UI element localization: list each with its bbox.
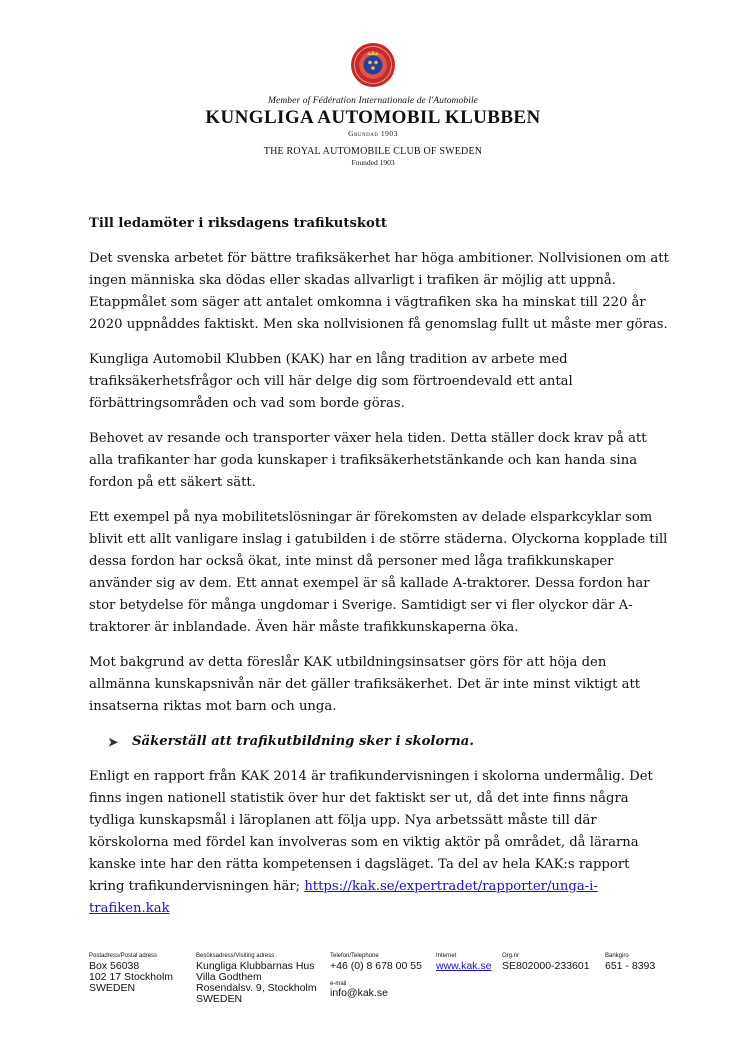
email-value: info@kak.se xyxy=(330,987,388,999)
letter-body xyxy=(89,213,669,933)
footer-org xyxy=(502,952,590,972)
internet-label: Internet xyxy=(436,953,457,959)
bullet-text: Säkerställ att trafikutbildning sker i skolorna. xyxy=(132,734,474,749)
email-label: e-mail xyxy=(330,981,347,987)
postal-line-3: SWEDEN xyxy=(89,982,136,994)
founded-line: Founded 1903 xyxy=(351,158,395,167)
grundad-line: Grundad 1903 xyxy=(348,129,398,138)
visiting-line-1: Kungliga Klubbarnas Hus xyxy=(196,960,315,972)
club-name: KUNGLIGA AUTOMOBIL KLUBBEN xyxy=(205,107,541,128)
phone-label: Telefon/Telephone xyxy=(330,953,379,959)
paragraph-2: Kungliga Automobil Klubben (KAK) har en lång tradition av arbete med trafiksäkerhetsfrågor och vill här delge dig som förtroendevald ett antal förbättringsområden och vad som borde göras. xyxy=(89,352,573,411)
paragraph-1: Det svenska arbetet för bättre trafiksäkerhet har höga ambitioner. Nollvisionen om att ingen människa ska dödas eller skadas allvarligt i trafiken är möjlig att uppnå. Etappmålet som säger att antalet omkomna i vägtrafiken ska ha minskat till 220 år 2020 uppnåddes faktiskt. Men ska nollvisionen få genomslag fullt ut måste mer göras. xyxy=(89,251,669,332)
paragraph-6 xyxy=(89,766,669,920)
visiting-line-4: SWEDEN xyxy=(196,993,243,1005)
footer-internet xyxy=(436,952,491,972)
letterhead xyxy=(0,42,746,168)
phone-value: +46 (0) 8 678 00 55 xyxy=(330,960,422,972)
paragraph-5: Mot bakgrund av detta föreslår KAK utbildningsinsatser görs för att höja den allmänna kunskapsnivån när det gäller trafiksäkerhet. Det är inte minst viktigt att insatserna riktas mot barn och unga. xyxy=(89,655,641,714)
footer-bank xyxy=(605,952,655,972)
fia-membership-line: Member of Fédération Internationale de l'Automobile xyxy=(267,96,479,106)
visiting-line-3: Rosendalsv. 9, Stockholm xyxy=(196,982,317,994)
postal-line-1: Box 56038 xyxy=(89,960,140,972)
postal-line-2: 102 17 Stockholm xyxy=(89,971,174,983)
footer xyxy=(89,952,689,1022)
footer-visiting xyxy=(196,952,317,1005)
bullet-item xyxy=(108,731,669,753)
arrow-bullet-icon: ➤ xyxy=(108,735,119,749)
visiting-label: Besöksadress/Visiting adress xyxy=(196,953,275,959)
visiting-line-2: Villa Godthem xyxy=(196,971,262,983)
letter-title: Till ledamöter i riksdagens trafikutskott xyxy=(89,216,388,231)
org-label: Org.nr xyxy=(502,953,520,959)
paragraph-4: Ett exempel på nya mobilitetslösningar är förekomsten av delade elsparkcyklar som blivit ett allt vanligare inslag i gatubilden i de större städerna. Olyckorna kopplade till dessa fordon har också ökat, inte minst då personer med låga trafikkunskaper använder sig av dem. Ett annat exempel är så kallade A-traktorer. Dessa fordon har stor betydelse för många ungdomar i Sverige. Samtidigt ser vi fler olyckor där A-traktorer är inblandade. Även här måste trafikkunskaperna öka. xyxy=(89,510,668,635)
paragraph-3: Behovet av resande och transporter växer hela tiden. Detta ställer dock krav på att alla trafikanter har goda kunskaper i trafiksäkerhetstänkande och kan handa sina fordon på ett säkert sätt. xyxy=(89,431,647,490)
postal-label: Postadress/Postal adress xyxy=(89,953,158,959)
english-club-name: THE ROYAL AUTOMOBILE CLUB OF SWEDEN xyxy=(263,146,483,157)
report-link[interactable]: https://kak.se/expertradet/rapporter/unga-i-trafiken.kak xyxy=(89,879,598,916)
website-link[interactable]: www.kak.se xyxy=(436,960,492,972)
bank-value: 651 - 8393 xyxy=(605,960,656,972)
paragraph-6-text: Enligt en rapport från KAK 2014 är trafikundervisningen i skolorna undermålig. Det finns ingen nationell statistik över hur det faktiskt ser ut, då det inte finns några tydliga kunskapsmål i läroplanen att följa upp. Nya arbetssätt måste till där körskolorna med fördel kan involveras som en viktig aktör på området, då lärarna kanske inte har den rätta kompetensen i dagsläget. Ta del av hela KAK:s rapport kring trafikundervisningen här; xyxy=(89,769,653,894)
footer-postal xyxy=(89,952,173,994)
org-value: SE802000-233601 xyxy=(502,960,590,972)
bank-label: Bankgiro xyxy=(605,953,629,959)
club-seal-icon xyxy=(350,42,396,88)
footer-phone xyxy=(330,952,422,999)
